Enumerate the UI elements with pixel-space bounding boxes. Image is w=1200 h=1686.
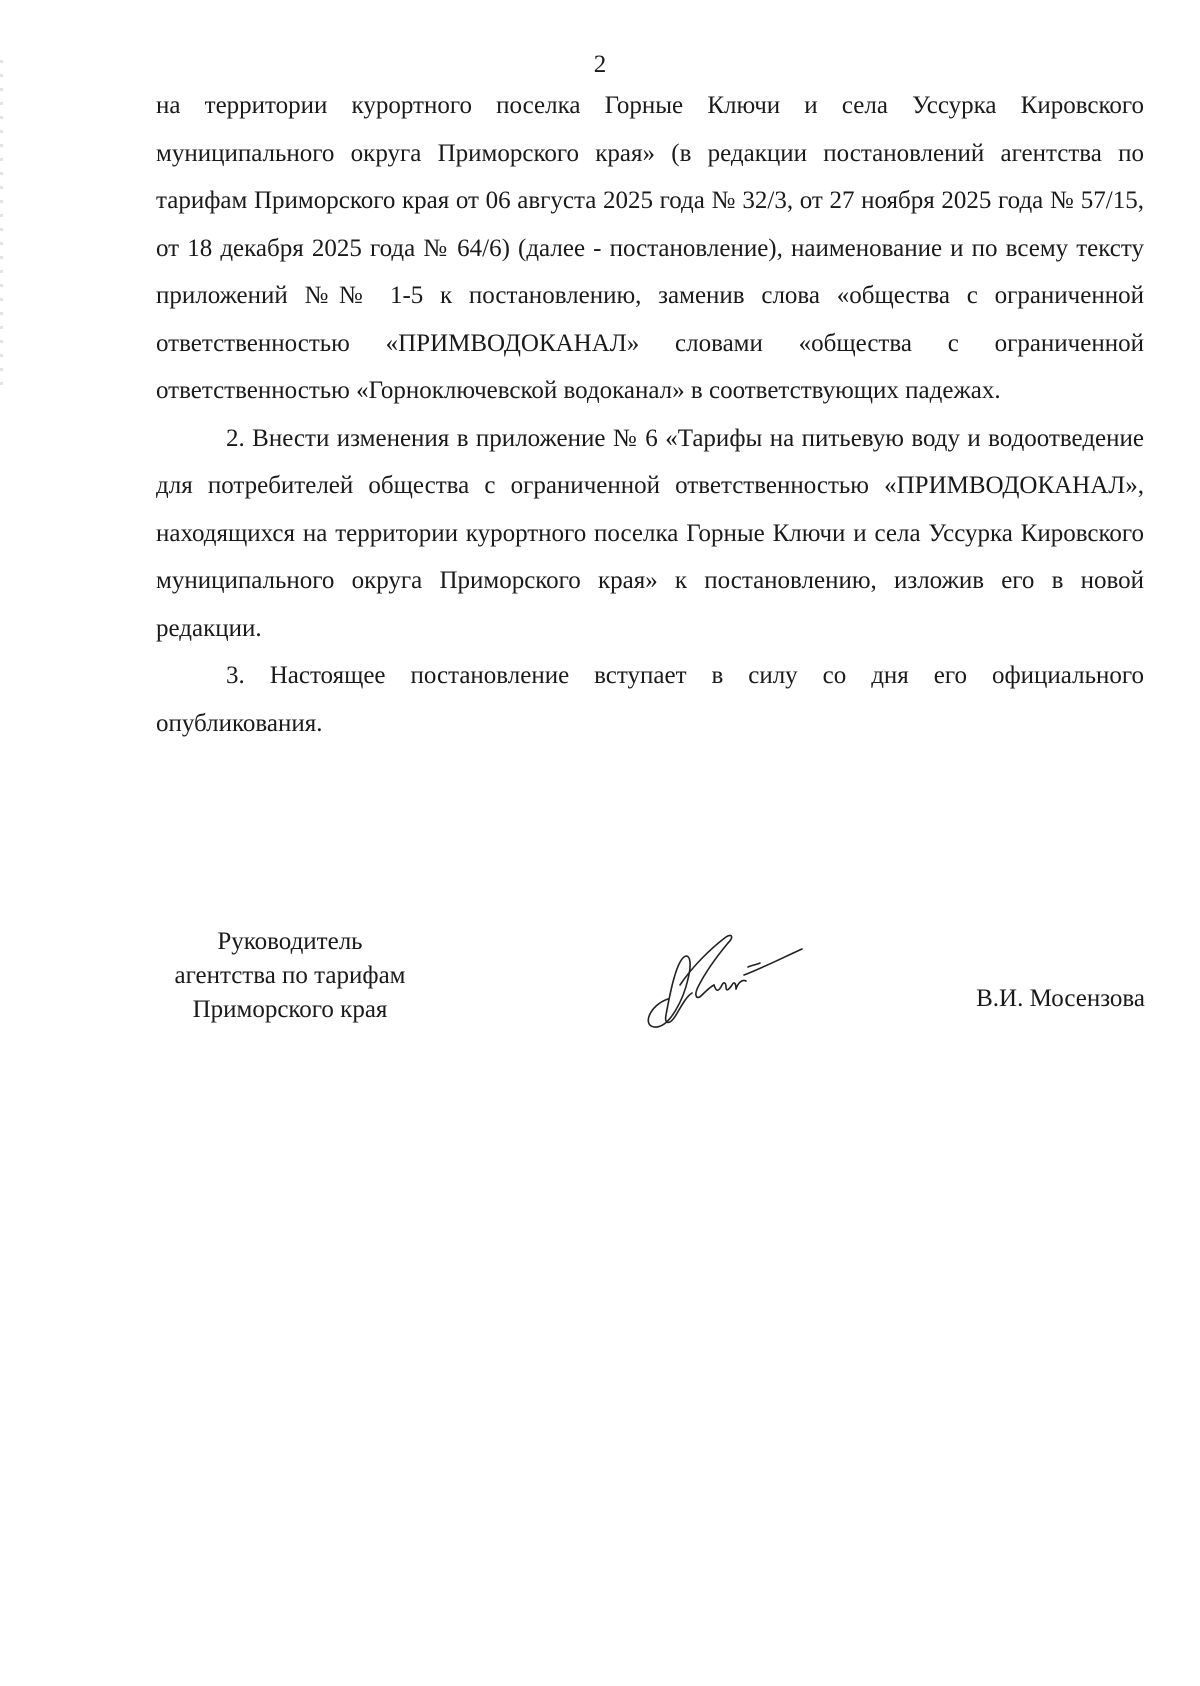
- signatory-position-line: Руководитель: [217, 928, 363, 955]
- signatory-position-line: Приморского края: [192, 996, 388, 1023]
- paragraph-item-2: 2. Внести изменения в приложение № 6 «Тарифы на питьевую воду и водоотведение для потребителей общества с ограниченной ответственностью «ПРИМВОДОКАНАЛ», находящихся на территории курортного поселка Горные Ключи и села Уссурка Кировского муниципального округа Приморского края» к постановлению, изложив его в новой редакции.: [156, 424, 1144, 642]
- document-body: [156, 82, 1144, 747]
- handwritten-signature-icon: [640, 927, 810, 1037]
- scan-edge-mark: [0, 60, 3, 390]
- signatory-name: В.И. Мосензова: [976, 985, 1145, 1012]
- signature-block: [0, 925, 1200, 1045]
- signatory-position-line: агентства по тарифам: [174, 962, 406, 989]
- paragraph-continuation: на территории курортного поселка Горные Ключи и села Уссурка Кировского муниципального округа Приморского края» (в редакции постановлений агентства по тарифам Приморского края от 06 августа 2025 года № 32/3, от 27 ноября 2025 года № 57/15, от 18 декабря 2025 года № 64/6) (далее - постановление), наименование и по всему тексту приложений №№ 1-5 к постановлению, заменив слова «общества с ограниченной ответственностью «ПРИМВОДОКАНАЛ» словами «общества с ограниченной ответственностью «Горноключевской водоканал» в соответствующих падежах.: [156, 92, 1144, 404]
- paragraph-item-3: 3. Настоящее постановление вступает в силу со дня его официального опубликования.: [156, 662, 1144, 737]
- signatory-position: [140, 925, 440, 1027]
- page-number: 2: [593, 51, 607, 78]
